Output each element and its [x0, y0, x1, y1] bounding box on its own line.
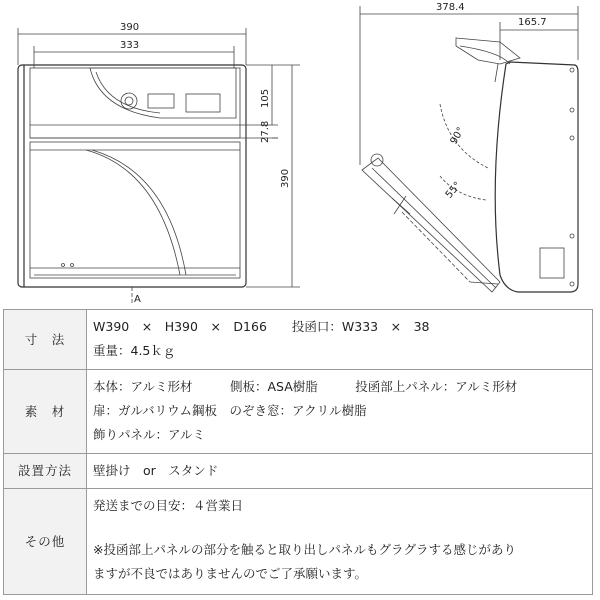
spec-value — [87, 310, 593, 370]
spec-line — [93, 518, 586, 538]
spec-line: ※投函部上パネルの部分を触ると取り出しパネルもグラグラする感じがあり — [93, 542, 516, 557]
dim-width-outer: 390 — [120, 22, 140, 33]
dim-width-slot: 333 — [120, 40, 140, 51]
angle-90: 90° — [448, 125, 467, 147]
spec-label: その他 — [4, 489, 87, 595]
spec-line: 発送までの目安：４営業日 — [93, 498, 244, 513]
spec-line: ますが不良ではありませんのでご了承願います。 — [93, 566, 368, 581]
side-view — [360, 2, 578, 292]
dim-height-total: 390 — [280, 168, 291, 188]
dim-height-upper: 105 — [260, 88, 271, 108]
spec-line: 飾りパネル：アルミ — [93, 427, 206, 442]
spec-label: 素 材 — [4, 370, 87, 454]
spec-value — [87, 489, 593, 595]
spec-line: 扉：ガルバリウム鋼板 のぞき窓：アクリル樹脂 — [93, 403, 367, 418]
spec-row-other — [4, 489, 593, 595]
spec-row-dimensions — [4, 310, 593, 370]
front-height-dims — [240, 65, 300, 287]
dim-depth-body: 165.7 — [518, 17, 547, 28]
spec-value — [87, 370, 593, 454]
angle-55: 55° — [443, 179, 464, 201]
front-width-dims — [18, 22, 246, 68]
spec-row-installation — [4, 454, 593, 489]
dim-height-small: 27.8 — [260, 120, 271, 143]
spec-line: W390 × H390 × D166 投函口：W333 × 38 — [93, 319, 430, 334]
section-label: A — [134, 294, 141, 305]
spec-value — [87, 454, 593, 489]
spec-line: 壁掛け or スタンド — [93, 463, 219, 478]
spec-line: 本体：アルミ形材 側板：ASA樹脂 投函部上パネル：アルミ形材 — [93, 379, 518, 394]
side-depth-dims — [360, 2, 578, 165]
spec-table — [3, 309, 593, 595]
spec-label: 設置方法 — [4, 454, 87, 489]
spec-row-materials — [4, 370, 593, 454]
front-view — [18, 22, 300, 305]
dim-depth-open: 378.4 — [436, 2, 465, 13]
spec-label: 寸 法 — [4, 310, 87, 370]
spec-line: 重量：4.5ｋｇ — [93, 343, 176, 358]
